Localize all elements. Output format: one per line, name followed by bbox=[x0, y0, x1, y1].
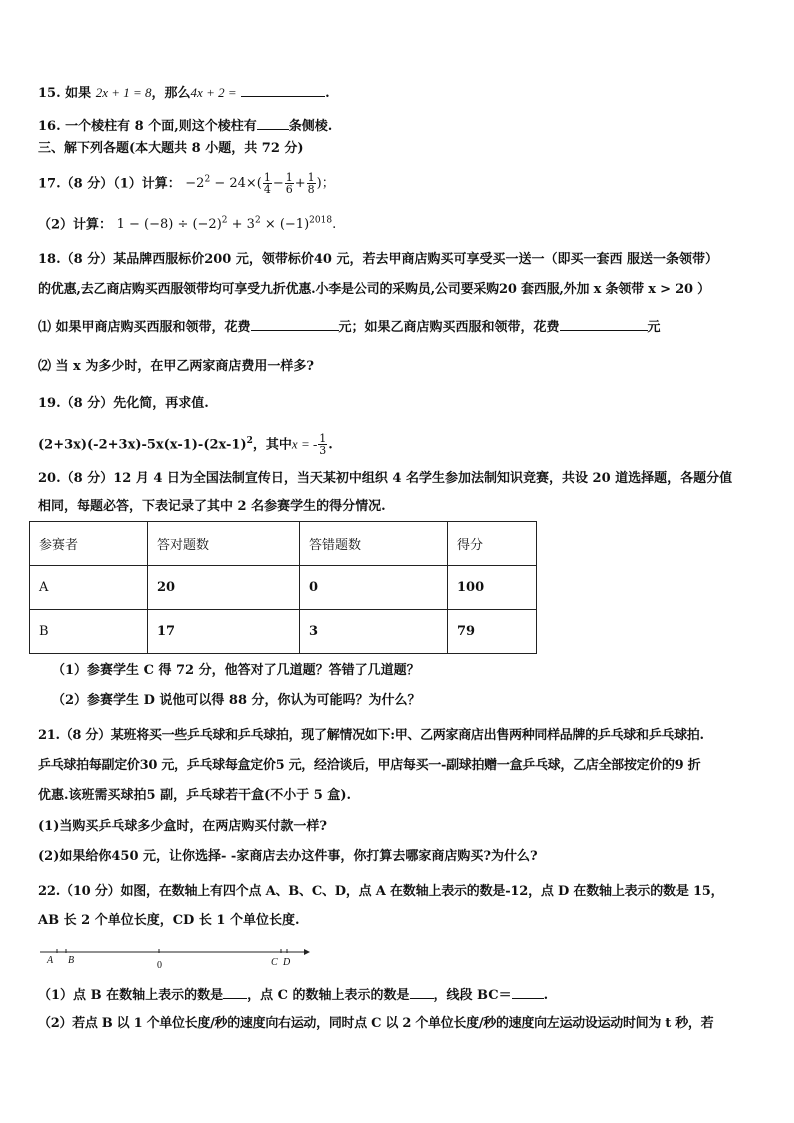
question-21-sub-1: (1)当购买乒乓球多少盒时，在两店购买付款一样? bbox=[38, 819, 327, 834]
q15-equation-1: 2x + 1 = 8 bbox=[95, 85, 152, 100]
label-b: B bbox=[68, 955, 75, 966]
q17-p2-tail: . bbox=[332, 217, 337, 233]
q22-blank-2[interactable] bbox=[410, 985, 434, 999]
table-cell: 100 bbox=[448, 566, 537, 610]
q17-expr-a: −2 bbox=[185, 176, 205, 192]
q15-equation-2: 4x + 2 = bbox=[190, 85, 237, 100]
q19-expression: (2+3x)(-2+3x)-5x(x-1)-(2x-1) bbox=[38, 437, 247, 453]
q18-sub1-a: ⑴ 如果甲商店购买西服和领带，花费 bbox=[38, 320, 251, 335]
q15-text: 如果 bbox=[65, 86, 92, 101]
table-header-cell: 答错题数 bbox=[300, 522, 448, 566]
question-21-line-2: 乒乓球拍每副定价30 元，乒乓球每盒定价5 元，经洽谈后，甲店每买一-副球拍赠一盒乒乓球，乙店全部按定价的9 折 bbox=[38, 758, 701, 773]
label-zero: 0 bbox=[157, 960, 162, 971]
question-22-sub-2: （2）若点 B 以 1 个单位长度/秒的速度向右运动，同时点 C 以 2 个单位长度/秒的速度向左运动设运动时间为 t 秒，若 bbox=[38, 1016, 714, 1031]
q19-where: ，其中 bbox=[252, 437, 292, 453]
question-18-line-2: 的优惠,去乙商店购买西服领带均可享受九折优惠.小李是公司的采购员,公司要采购20 套西服,外加 x 条领带 x > 20 ） bbox=[38, 282, 710, 297]
table-cell: B bbox=[30, 610, 148, 654]
table-cell: 3 bbox=[300, 610, 448, 654]
q22-sub1-a: （1）点 B 在数轴上表示的数是 bbox=[38, 988, 224, 1003]
question-19-line-2: $(2+3x)(-2+3x)-5x(x-1)-(2x-1)^2$，其中x = - $\frac{1}{3}$ . bbox=[38, 432, 333, 458]
q17-p2-expression: $1 - (-8) \div (-2)^2 + 3^2 \times (-1)^{2018}$. bbox=[116, 216, 337, 233]
question-22-sub-1 bbox=[38, 985, 548, 1005]
q17-fraction-1: $\frac{1}{4}$ bbox=[263, 171, 271, 197]
q22-line-1-text: （10 分）如图，在数轴上有四个点 A、B、C、D，点 A 在数轴上表示的数是-12，点 D 在数轴上表示的数是 15， bbox=[60, 884, 724, 899]
q21-number: 21. bbox=[38, 728, 60, 743]
q17-close: )； bbox=[316, 176, 335, 192]
table-row bbox=[30, 610, 537, 654]
number-line-arrow-icon bbox=[304, 949, 310, 955]
table-header-row bbox=[30, 522, 537, 566]
q18-number: 18. bbox=[38, 252, 61, 267]
label-a: A bbox=[47, 955, 54, 966]
q19-fraction: $\frac{1}{3}$ bbox=[319, 432, 327, 458]
table-cell: 79 bbox=[448, 610, 537, 654]
question-21-line-1 bbox=[38, 727, 704, 745]
q16-text-after: 条侧棱. bbox=[288, 119, 333, 134]
q15-mid: ，那么 bbox=[151, 86, 191, 101]
q16-number: 16. bbox=[38, 119, 61, 134]
q19-x-eq: x = - bbox=[291, 436, 318, 452]
table-header-cell: 答对题数 bbox=[148, 522, 300, 566]
q18-line-1-text: （8 分）某品牌西服标价200 元，领带标价40 元，若去甲商店购买可享受买一送一（即买一套西 服送一条领带） bbox=[60, 252, 719, 267]
q22-sub1-d: . bbox=[543, 988, 549, 1003]
q18-blank-1[interactable] bbox=[251, 317, 339, 331]
q16-answer-blank[interactable] bbox=[257, 116, 289, 130]
q22-number: 22. bbox=[38, 884, 61, 899]
q22-sub1-c: ，线段 BC＝ bbox=[433, 988, 512, 1003]
q17-expression: $-2^2 - 24\times$( $\frac{1}{4}$ − $\frac{1}{6}$ + $\frac{1}{8}$ )； bbox=[185, 171, 335, 197]
question-19-line-1 bbox=[38, 395, 209, 413]
q22-sub1-b: ，点 C 的数轴上表示的数是 bbox=[247, 988, 410, 1003]
question-17-part-2 bbox=[38, 212, 336, 234]
q20-line-1-text: （8 分）12 月 4 日为全国法制宣传日，当天某初中组织 4 名学生参加法制知识竞赛，共设 20 道选择题，各题分值 bbox=[60, 471, 733, 486]
q17-fraction-2: $\frac{1}{6}$ bbox=[285, 171, 293, 197]
q17-head: （8 分）（1）计算： bbox=[60, 176, 181, 192]
q22-blank-3[interactable] bbox=[512, 985, 544, 999]
question-17-part-1 bbox=[38, 163, 335, 201]
q17-p2-end: × (−1) bbox=[260, 217, 310, 233]
question-18-sub-1 bbox=[38, 317, 661, 337]
q15-answer-blank[interactable] bbox=[241, 83, 325, 97]
q19-end: . bbox=[328, 437, 333, 453]
question-22-line-2: AB 长 2 个单位长度，CD 长 1 个单位长度. bbox=[38, 913, 300, 928]
label-c: C bbox=[271, 957, 278, 968]
question-20-line-2: 相同，每题必答，下表记录了其中 2 名参赛学生的得分情况. bbox=[38, 499, 386, 514]
table-cell: 20 bbox=[148, 566, 300, 610]
q17-p2-exponent: 2018 bbox=[309, 216, 333, 226]
q15-end: . bbox=[325, 86, 330, 101]
q17-expr-b: − 24×( bbox=[210, 176, 262, 192]
question-21-line-3: 优惠.该班需买球拍5 副，乒乓球若干盒(不小于 5 盒). bbox=[38, 788, 352, 803]
question-16 bbox=[38, 116, 332, 136]
question-18-sub-2: ⑵ 当 x 为多少时，在甲乙两家商店费用一样多? bbox=[38, 359, 314, 374]
q18-blank-2[interactable] bbox=[560, 317, 648, 331]
question-20-sub-1: （1）参赛学生 C 得 72 分，他答对了几道题？答错了几道题？ bbox=[52, 663, 420, 678]
table-cell: 17 bbox=[148, 610, 300, 654]
q20-number: 20. bbox=[38, 471, 61, 486]
q18-sub1-c: 元 bbox=[647, 320, 661, 335]
question-20-line-1 bbox=[38, 470, 732, 488]
q15-number: 15. bbox=[38, 86, 61, 101]
question-22-line-1 bbox=[38, 883, 723, 901]
question-20-sub-2: （2）参赛学生 D 说他可以得 88 分，你认为可能吗？为什么？ bbox=[52, 693, 421, 708]
q18-sub1-b: 元；如果乙商店购买西服和领带，花费 bbox=[338, 320, 560, 335]
q19-head: （8 分）先化简，再求值. bbox=[60, 396, 209, 411]
table-cell: 0 bbox=[300, 566, 448, 610]
question-18-line-1 bbox=[38, 251, 718, 269]
label-d: D bbox=[283, 957, 291, 968]
table-row bbox=[30, 566, 537, 610]
score-table bbox=[29, 521, 537, 654]
table-header-cell: 参赛者 bbox=[30, 522, 148, 566]
q22-blank-1[interactable] bbox=[223, 985, 247, 999]
q17-number: 17. bbox=[38, 176, 61, 192]
q17-fraction-3: $\frac{1}{8}$ bbox=[307, 171, 315, 197]
q19-number: 19. bbox=[38, 396, 61, 411]
section-3-heading: 三、解下列各题(本大题共 8 小题，共 72 分) bbox=[38, 141, 304, 156]
table-header-cell: 得分 bbox=[448, 522, 537, 566]
q17-p2-head: （2）计算： bbox=[38, 217, 113, 233]
q17-p2-mid: + 3 bbox=[227, 217, 255, 233]
table-cell: A bbox=[30, 566, 148, 610]
question-15 bbox=[38, 83, 330, 103]
q16-text-before: 一个棱柱有 8 个面,则这个棱柱有 bbox=[65, 119, 257, 134]
q21-line-1-text: （8 分）某班将买一些乒乓球和乒乓球拍，现了解情况如下:甲、乙两家商店出售两种同样品牌的乒乓球和乒乓球拍. bbox=[59, 728, 704, 743]
question-21-sub-2: (2)如果给你450 元，让你选择- -家商店去办这件事，你打算去哪家商店购买?为什么? bbox=[38, 849, 538, 864]
q17-p2-expr: 1 − (−8) ÷ (−2) bbox=[116, 217, 222, 233]
